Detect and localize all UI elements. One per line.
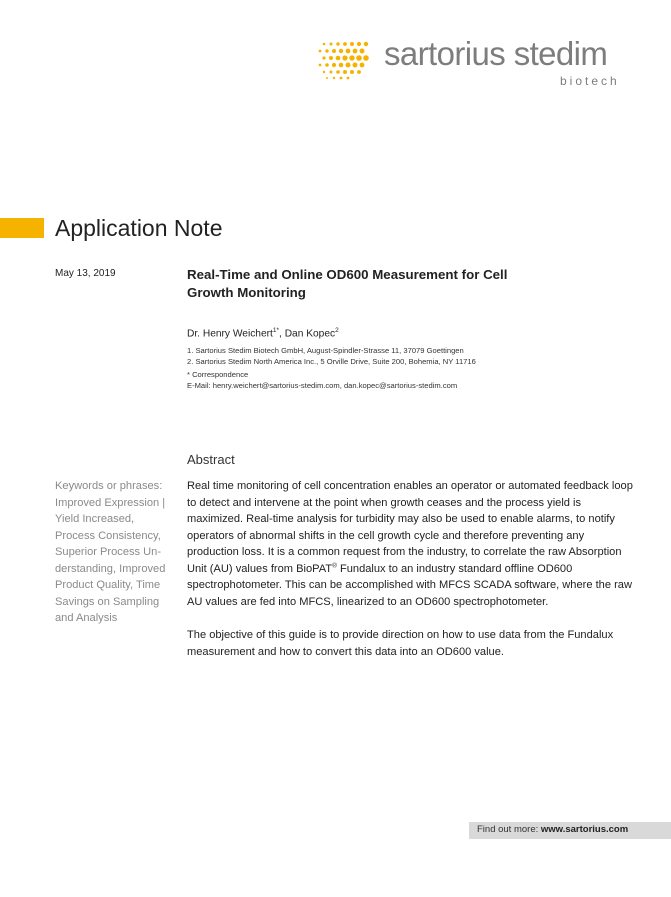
- contact-email[interactable]: E-Mail: henry.weichert@sartorius-stedim.com, dan.kopec@sartorius-stedim.com: [187, 381, 458, 390]
- logo-subtitle: biotech: [560, 74, 620, 88]
- author-line: [187, 327, 339, 339]
- accent-bar: [0, 218, 44, 238]
- article-title: Real-Time and Online OD600 Measurement for Cell Growth Monitoring: [187, 267, 508, 300]
- footer-link-line: [477, 824, 628, 835]
- affiliation: 1. Sartorius Stedim Biotech GmbH, August-Spindler-Strasse 11, 37079 Goettingen: [187, 346, 464, 355]
- keywords-sidebar: Keywords or phrases: Improved Expression | Yield Increased, Process Consistency, Superior Process Un-derstanding, Improved Product Quality, Time Savings on Sampling and Analysis: [55, 480, 166, 624]
- author-affiliation-mark: 2: [335, 327, 339, 334]
- author-affiliation-mark: 1*: [272, 327, 280, 334]
- registered-mark: ®: [332, 561, 337, 569]
- abstract-text: Real time monitoring of cell concentration enables an operator or automated feedback loop to detect and intervene at the point when growth ceases and the process yield is maximized. Real-time analysis for turbidity may also be used to enable alarms, to notify operators of abnormal shifts in the cell growth cycle and therefore preventing any production loss. It is a common request from the industry, to correlate the raw Absorption Unit (AU) values from BioPAT: [187, 480, 633, 575]
- logo-wordmark: sartorius stedim: [384, 35, 608, 72]
- website-link[interactable]: www.sartorius.com: [540, 824, 629, 835]
- logo-dot-grid-icon: [316, 40, 372, 80]
- abstract-text: Fundalux to an industry standard offline OD600 spectrophotometer. This can be accomplished with MFCS SCADA software, where the raw AU values are fed into MFCS, linearized to an OD600 spectrophotometer.: [187, 562, 632, 608]
- author-separator: ,: [279, 328, 285, 340]
- abstract-heading: Abstract: [187, 452, 235, 467]
- footer-label: Find out more:: [477, 824, 541, 835]
- abstract-paragraph: [187, 478, 637, 610]
- publication-date: May 13, 2019: [55, 268, 116, 279]
- author-name: Dan Kopec: [284, 328, 336, 340]
- affiliation: 2. Sartorius Stedim North America Inc., 5 Orville Drive, Suite 200, Bohemia, NY 11716: [187, 357, 476, 366]
- correspondence-note: * Correspondence: [187, 370, 249, 379]
- abstract-paragraph: The objective of this guide is to provide direction on how to use data from the Fundalux measurement and how to convert this data into an OD600 value.: [187, 629, 614, 658]
- document-type-heading: Application Note: [55, 215, 223, 241]
- author-name: Dr. Henry Weichert: [187, 328, 273, 340]
